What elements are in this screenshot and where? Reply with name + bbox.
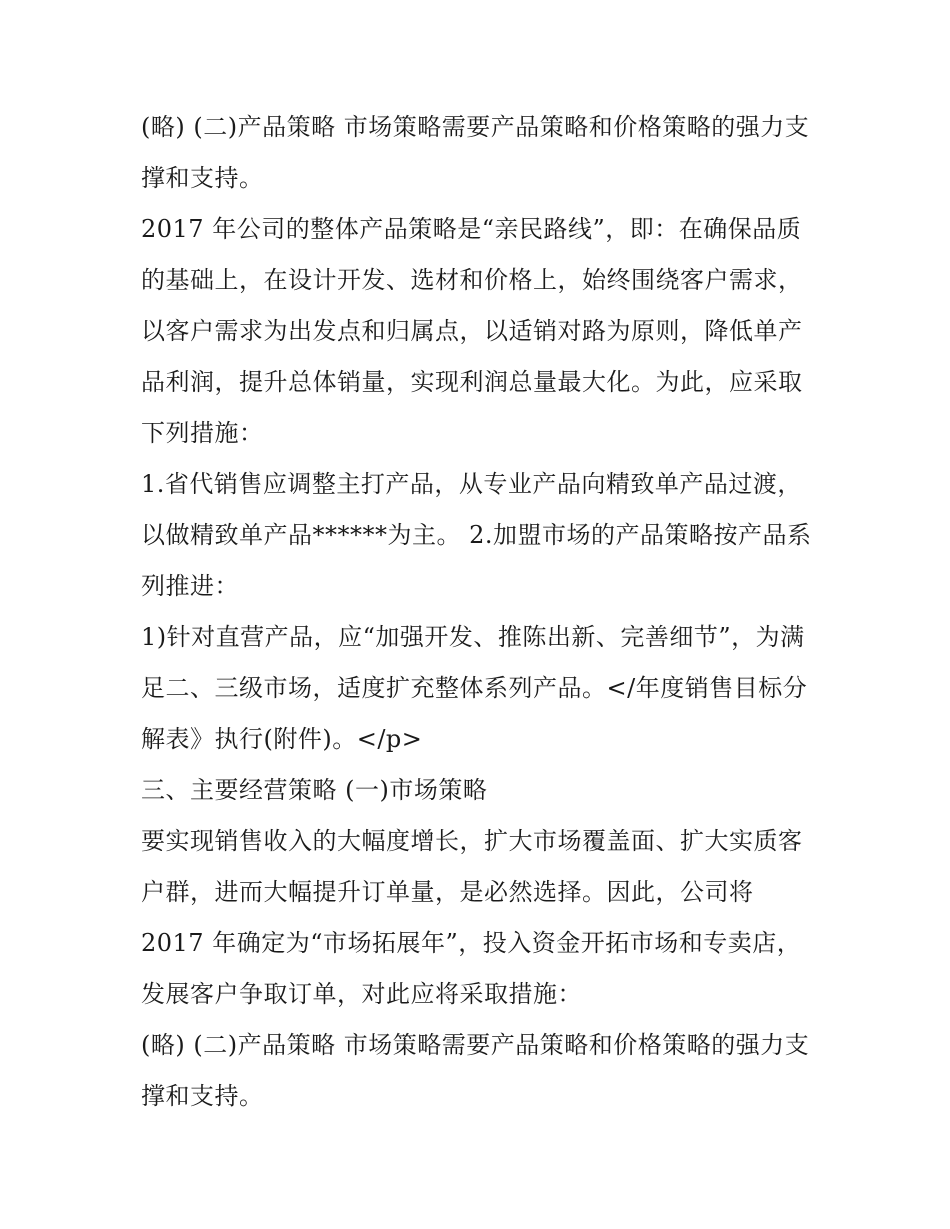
paragraph-sales-growth: 要实现销售收入的大幅度增长，扩大市场覆盖面、扩大实质客户群，进而大幅提升订单量，是必然选择。因此，公司将 [141, 827, 803, 906]
paragraph-product-strategy-repeat: (略) (二)产品策略 市场策略需要产品策略和价格策略的强力支撑和支持。 [141, 1031, 810, 1110]
paragraph-measures-1-2: 1.省代销售应调整主打产品，从专业产品向精致单产品过渡，以做精致单产品******为主。 2.加盟市场的产品策略按产品系列推进： [141, 470, 812, 600]
paragraph-section-heading-main-strategy: 三、主要经营策略 (一)市场策略 [141, 776, 488, 804]
paragraph-overall-product-strategy: 2017 年公司的整体产品策略是“亲民路线”，即：在确保品质的基础上，在设计开发、选材和价格上，始终围绕客户需求，以客户需求为出发点和归属点，以适销对路为原则，降低单产品利润，提升总体销量，实现利润总量最大化。为此，应采取下列措施： [141, 215, 803, 447]
paragraph-market-expansion-year: 2017 年确定为“市场拓展年”，投入资金开拓市场和专卖店，发展客户争取订单，对此应将采取措施： [141, 929, 802, 1008]
document-body [141, 102, 821, 1122]
paragraph-direct-products: 1)针对直营产品，应“加强开发、推陈出新、完善细节”，为满足二、三级市场，适度扩充整体系列产品。</年度销售目标分解表》执行(附件)。</p> [141, 623, 808, 753]
paragraph-product-strategy-intro: (略) (二)产品策略 市场策略需要产品策略和价格策略的强力支撑和支持。 [141, 113, 810, 192]
